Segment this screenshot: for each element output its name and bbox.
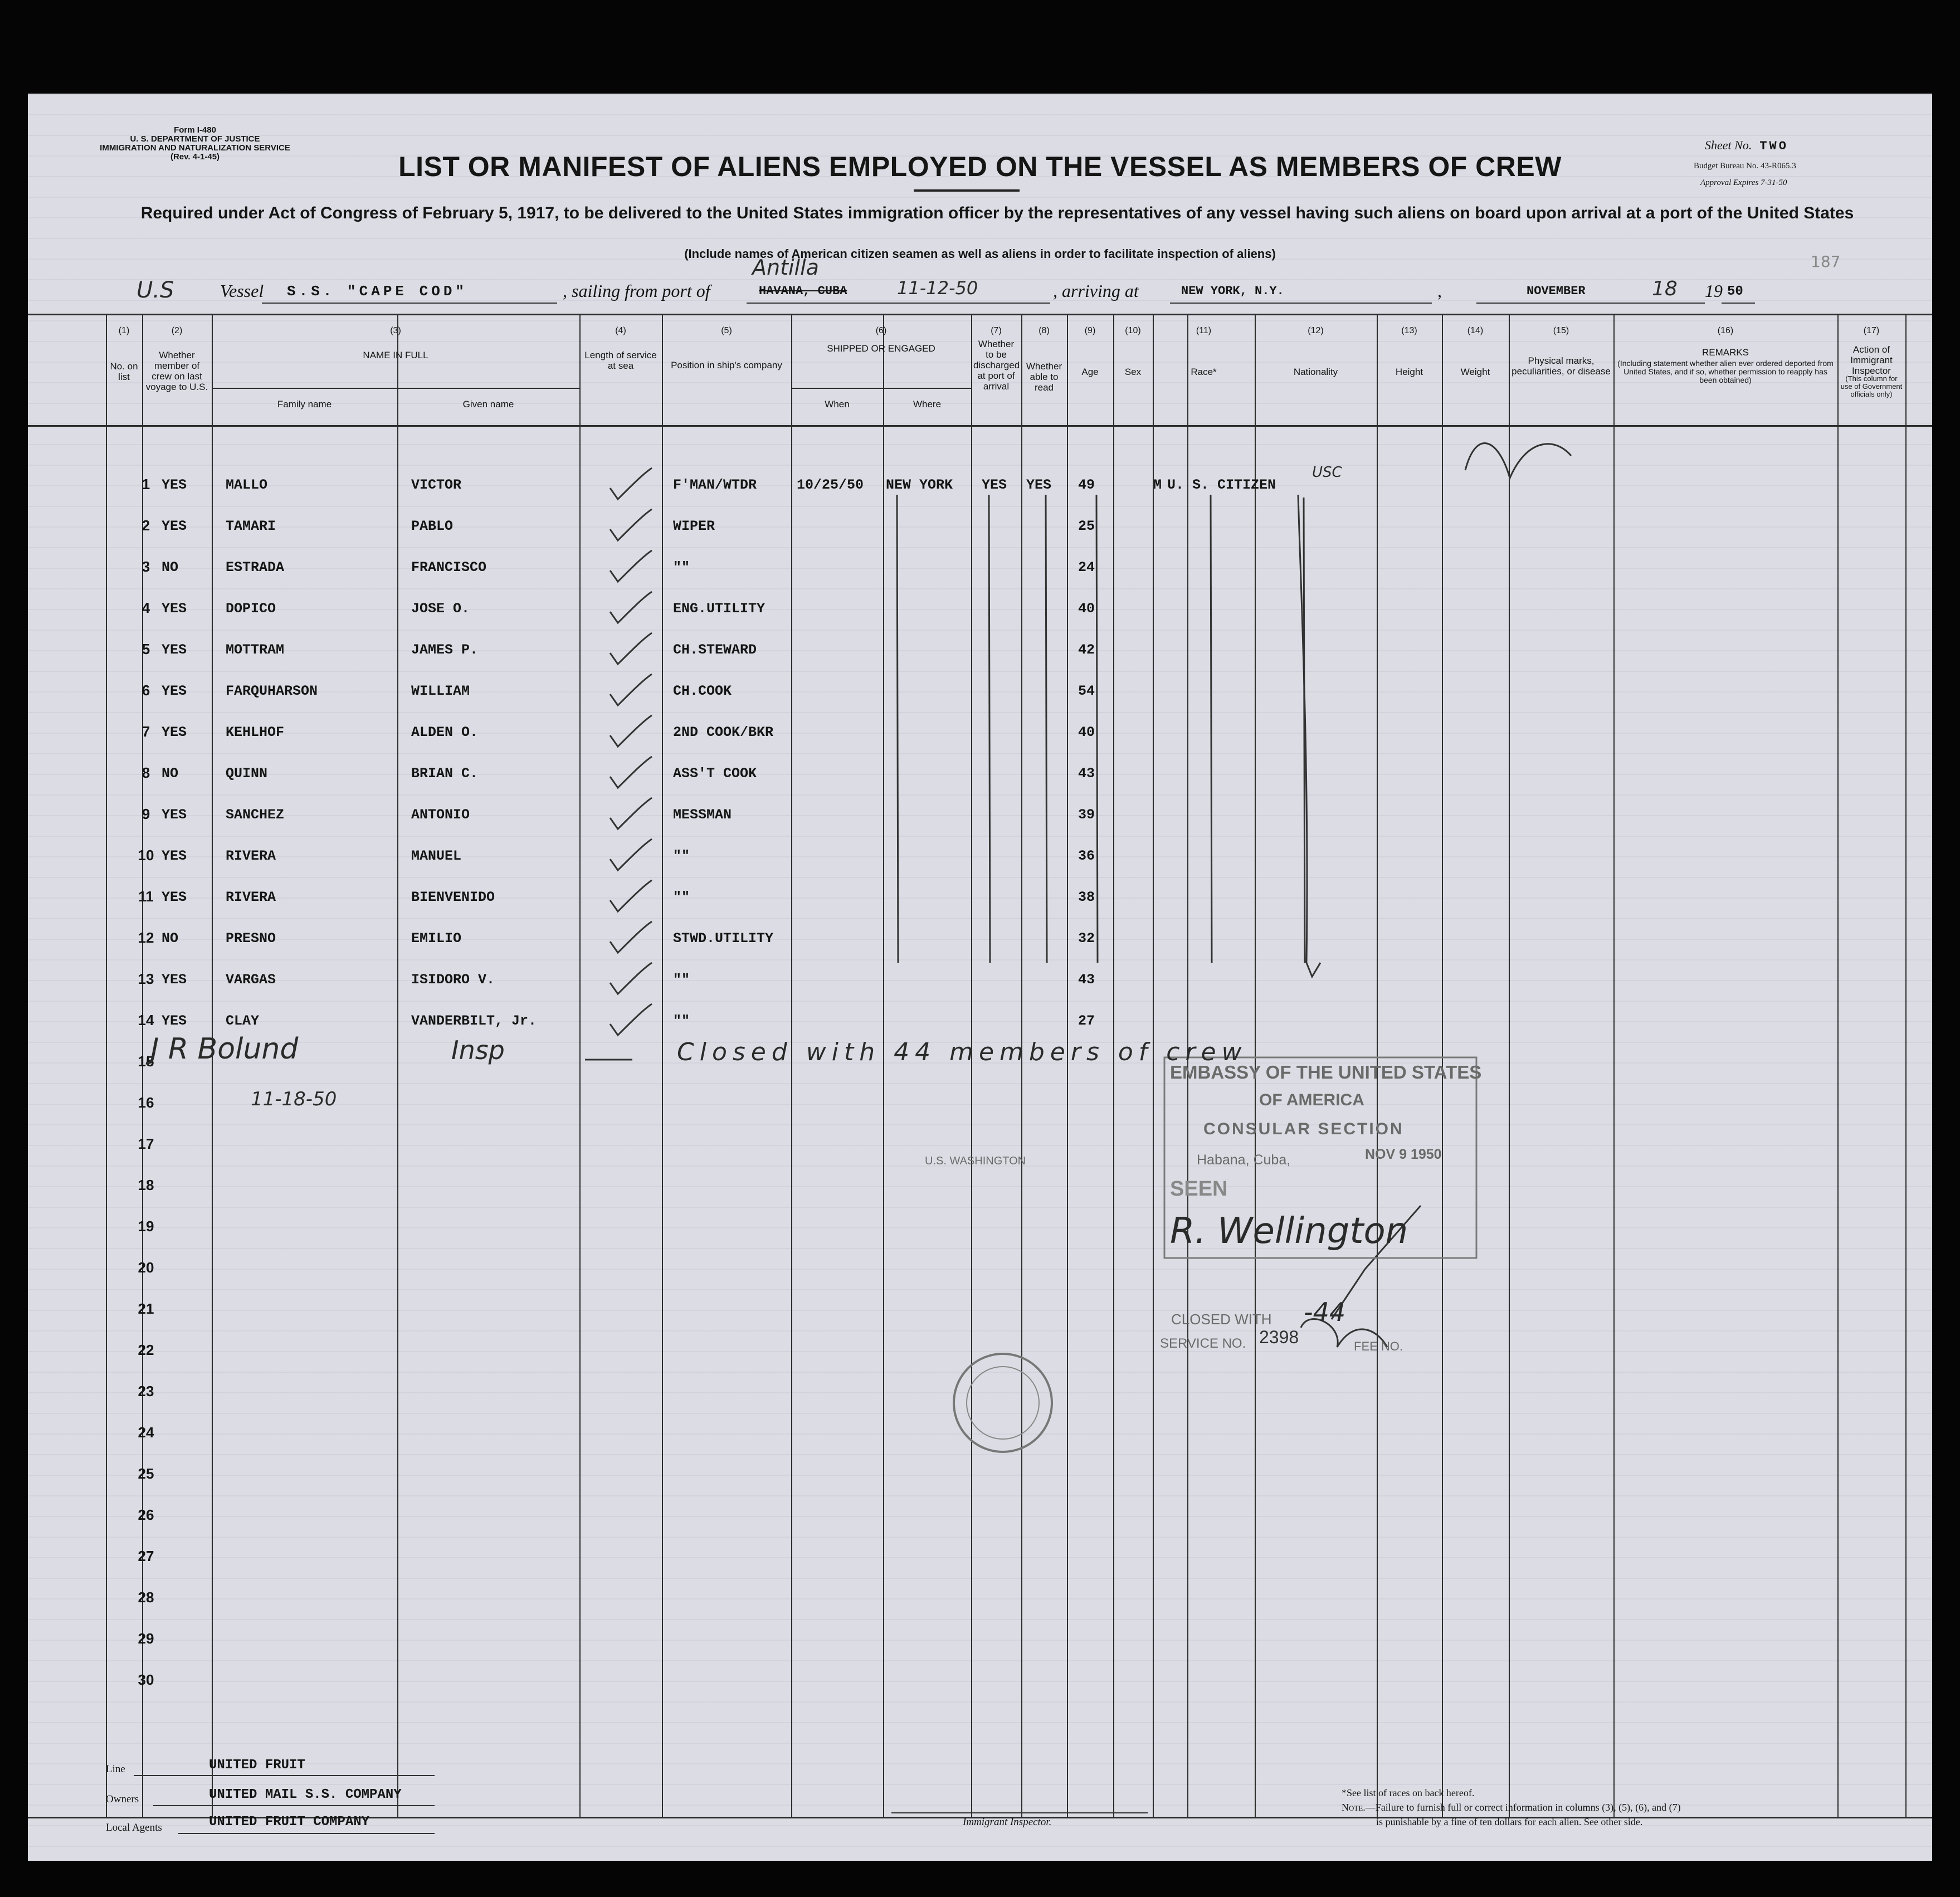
header-when: When: [825, 399, 850, 409]
row-number: 21: [138, 1300, 154, 1317]
immigrant-inspector-label: Immigrant Inspector.: [963, 1816, 1052, 1828]
check-mark: [610, 674, 652, 705]
column-number: (11): [1196, 326, 1212, 335]
cell-last-voyage: YES: [162, 601, 187, 617]
cell-sex: M: [1153, 477, 1162, 493]
cell-family-name: MOTTRAM: [226, 642, 285, 658]
stamp-small-text: U.S. WASHINGTON: [925, 1155, 1026, 1167]
cell-last-voyage: YES: [162, 1013, 187, 1029]
check-mark: [610, 550, 652, 582]
stamp-embassy: EMBASSY OF THE UNITED STATES: [1170, 1062, 1482, 1082]
check-mark: [610, 468, 652, 499]
cell-last-voyage: YES: [162, 724, 187, 740]
include-note: (Include names of American citizen seamen as well as aliens in order to facilitate inspection of aliens): [684, 247, 1276, 261]
stamp-america: OF AMERICA: [1259, 1091, 1364, 1109]
header-height: Height: [1395, 367, 1423, 377]
cell-position: STWD.UTILITY: [673, 930, 774, 947]
header-no-on-list: No. on list: [110, 361, 138, 382]
cell-family-name: TAMARI: [226, 518, 276, 534]
budget-bureau-no: Budget Bureau No. 43-R065.3: [1694, 162, 1796, 170]
row-number: 6: [142, 682, 150, 699]
row-number: 8: [142, 764, 150, 781]
row-number: 9: [142, 806, 150, 822]
check-mark: [610, 757, 652, 788]
header-able-to-read: Whether able to read: [1026, 361, 1062, 393]
cell-last-voyage: YES: [162, 477, 187, 493]
inspector-signature: J R Bolund: [150, 1032, 299, 1066]
closing-note: Closed with 44 members of crew: [677, 1038, 1247, 1066]
header-race: Race*: [1191, 367, 1217, 377]
cell-given-name: ALDEN O.: [411, 724, 479, 740]
note-label: Note.: [1342, 1802, 1366, 1813]
cell-position: "": [673, 889, 690, 905]
column-number: (14): [1467, 326, 1484, 335]
check-mark: [610, 921, 652, 953]
cell-last-voyage: NO: [162, 930, 179, 947]
stamp-service-no: SERVICE NO.: [1160, 1336, 1246, 1351]
ditto-line-when: [897, 495, 898, 963]
row-number: 2: [142, 517, 150, 534]
cell-age: 43: [1078, 972, 1095, 988]
arrival-year-suffix: 50: [1727, 284, 1743, 299]
cell-given-name: ANTONIO: [411, 807, 470, 823]
cell-age: 27: [1078, 1013, 1095, 1029]
stamp-closed: CLOSED WITH: [1171, 1311, 1272, 1328]
cell-last-voyage: YES: [162, 518, 187, 534]
arrival-year-prefix: 19: [1705, 281, 1723, 301]
header-to-be-discharged: Whether to be discharged at port of arrival: [973, 339, 1020, 392]
cell-given-name: ISIDORO V.: [411, 972, 495, 988]
row-number: 26: [138, 1506, 154, 1523]
row-number: 24: [138, 1424, 154, 1441]
header-physical-marks: Physical marks, peculiarities, or disease: [1512, 355, 1611, 377]
cell-position: MESSMAN: [673, 807, 732, 823]
cell-family-name: CLAY: [226, 1013, 260, 1029]
row-number: 18: [138, 1177, 154, 1193]
agents-value: UNITED FRUIT COMPANY: [209, 1815, 370, 1830]
ditto-line-read: [1096, 495, 1098, 963]
cell-age: 49: [1078, 477, 1095, 493]
row-number: 20: [138, 1259, 154, 1276]
cell-position: CH.COOK: [673, 683, 732, 699]
crew-count-note: -44: [1304, 1297, 1346, 1327]
cell-family-name: PRESNO: [226, 930, 276, 947]
inspector-title: Insp: [451, 1035, 505, 1065]
check-mark: [610, 509, 652, 540]
row-number: 13: [138, 971, 154, 987]
stamp-number: 2398: [1259, 1327, 1299, 1347]
citizen-mark: USC: [1312, 464, 1342, 481]
cell-age: 40: [1078, 601, 1095, 617]
arrival-day: 18: [1652, 277, 1678, 300]
header-length-of-service: Length of service at sea: [584, 350, 657, 371]
cell-able-to-read: YES: [1026, 477, 1052, 493]
row-number: 19: [138, 1218, 154, 1235]
cell-position: CH.STEWARD: [673, 642, 757, 658]
handwriting-layer: [28, 94, 1932, 1861]
row-number: 23: [138, 1383, 154, 1399]
header-age: Age: [1081, 367, 1099, 377]
column-number: (12): [1308, 326, 1324, 335]
row-number: 7: [142, 723, 150, 740]
header-where: Where: [913, 399, 942, 409]
header-last-voyage: Whether member of crew on last voyage to U.S.: [145, 350, 208, 392]
cell-last-voyage: YES: [162, 807, 187, 823]
vessel-label: Vessel: [220, 281, 264, 301]
column-number: (13): [1401, 326, 1417, 335]
check-mark: [610, 1004, 652, 1035]
service-name: IMMIGRATION AND NATURALIZATION SERVICE: [100, 143, 290, 153]
cell-position: F'MAN/WTDR: [673, 477, 757, 493]
ditto-line-where: [989, 495, 990, 963]
row-number: 11: [138, 888, 154, 905]
cell-given-name: VICTOR: [411, 477, 462, 493]
column-number: (9): [1084, 326, 1096, 335]
annotation-strokes: [585, 443, 1571, 1347]
line-value: UNITED FRUIT: [209, 1758, 305, 1773]
column-number: (7): [991, 326, 1002, 335]
header-weight: Weight: [1460, 367, 1490, 377]
column-number: (16): [1717, 326, 1734, 335]
cell-age: 32: [1078, 930, 1095, 947]
cell-position: WIPER: [673, 518, 715, 534]
handwritten-mark-check: [1465, 443, 1571, 478]
header-inspector-action-detail: (This column for use of Government officials only): [1840, 374, 1903, 398]
arrival-port: NEW YORK, N.Y.: [1181, 284, 1284, 298]
cell-family-name: RIVERA: [226, 889, 276, 905]
cell-family-name: MALLO: [226, 477, 268, 493]
line-label: Line: [106, 1763, 125, 1775]
cell-last-voyage: NO: [162, 765, 179, 782]
check-marks: [610, 468, 652, 1035]
cell-given-name: WILLIAM: [411, 683, 470, 699]
cell-last-voyage: NO: [162, 559, 179, 576]
row-number: 29: [138, 1630, 154, 1647]
row-number: 10: [138, 847, 154, 864]
column-number: (5): [721, 326, 732, 335]
note-text: —Failure to furnish full or correct information in columns (3), (5), (6), and (7): [1365, 1802, 1681, 1813]
header-sex: Sex: [1124, 367, 1142, 377]
stamp-consular-section: CONSULAR SECTION: [1203, 1120, 1404, 1138]
cell-last-voyage: YES: [162, 642, 187, 658]
cell-age: 54: [1078, 683, 1095, 699]
departure-port-typed: HAVANA, CUBA: [759, 284, 847, 298]
row-number: 22: [138, 1342, 154, 1358]
inspector-date: 11-18-50: [251, 1088, 337, 1110]
header-remarks-detail: (Including statement whether alien ever ordered deported from United States, and if so, whether permission to reapply has been obtained): [1617, 359, 1834, 384]
cell-discharged: YES: [982, 477, 1007, 493]
header-inspector-action: Action of Immigrant Inspector: [1850, 344, 1893, 376]
ditto-line-race: [1304, 498, 1305, 963]
cell-family-name: QUINN: [226, 765, 268, 782]
cell-age: 39: [1078, 807, 1095, 823]
cell-position: "": [673, 559, 690, 576]
note-text-2: is punishable by a fine of ten dollars for each alien. See other side.: [1376, 1816, 1643, 1827]
column-number: (4): [615, 326, 626, 335]
header-position: Position in ship's company: [671, 360, 782, 370]
cell-family-name: VARGAS: [226, 972, 276, 988]
owners-label: Owners: [106, 1793, 139, 1805]
cell-last-voyage: YES: [162, 889, 187, 905]
departure-port-handwritten: Antilla: [752, 255, 819, 280]
cell-given-name: EMILIO: [411, 930, 462, 947]
check-mark: [610, 633, 652, 664]
vessel-prefix-handwritten: U.S: [136, 277, 174, 303]
row-number: 30: [138, 1671, 154, 1688]
page-number: 187: [1811, 252, 1841, 271]
department-name: U. S. DEPARTMENT OF JUSTICE: [130, 134, 260, 144]
cell-given-name: VANDERBILT, Jr.: [411, 1013, 537, 1029]
stamp-city: Habana, Cuba,: [1197, 1152, 1291, 1168]
row-number: 14: [138, 1012, 154, 1028]
races-note: *See list of races on back hereof.: [1342, 1787, 1475, 1798]
consular-signature: R. Wellington: [1170, 1211, 1408, 1252]
cell-position: 2ND COOK/BKR: [673, 724, 774, 740]
row-number: 1: [142, 476, 150, 492]
row-number: 25: [138, 1465, 154, 1482]
page-title: LIST OR MANIFEST OF ALIENS EMPLOYED ON THE VESSEL AS MEMBERS OF CREW: [398, 151, 1562, 182]
check-mark: [610, 798, 652, 829]
row-number: 17: [138, 1135, 154, 1152]
cell-where: NEW YORK: [886, 477, 953, 493]
cell-age: 40: [1078, 724, 1095, 740]
column-number: (17): [1863, 326, 1880, 335]
row-number: 3: [142, 558, 150, 575]
row-number: 15: [138, 1053, 154, 1070]
cell-position: "": [673, 1013, 690, 1029]
sheet-value: TWO: [1759, 139, 1788, 153]
sailing-label: , sailing from port of: [563, 281, 710, 301]
stamp-seen: SEEN: [1170, 1177, 1228, 1201]
cell-position: "": [673, 972, 690, 988]
cell-age: 36: [1078, 848, 1095, 864]
column-number: (2): [171, 326, 183, 335]
vessel-line: U.S Vessel S.S. "CAPE COD" , sailing from port of HAVANA, CUBA Antilla 11-12-50 , arriving at NEW YORK, N.Y. , NOVEMBER 18 19 50: [136, 255, 1743, 303]
departure-date-handwritten: 11-12-50: [897, 277, 978, 299]
header-name-in-full: NAME IN FULL: [363, 350, 428, 360]
owners-value: UNITED MAIL S.S. COMPANY: [209, 1787, 402, 1802]
arriving-label: , arriving at: [1053, 281, 1139, 301]
subtitle: Required under Act of Congress of February 5, 1917, to be delivered to the United States immigration officer by the representatives of any vessel having such aliens on board upon arrival at a port of the United States: [140, 204, 1854, 222]
cell-age: 24: [1078, 559, 1095, 576]
cell-race: U. S. CITIZEN: [1167, 477, 1276, 493]
column-number: (15): [1553, 326, 1569, 335]
column-number: (6): [875, 326, 887, 335]
row-number: 16: [138, 1094, 154, 1111]
cell-last-voyage: YES: [162, 683, 187, 699]
header-nationality: Nationality: [1293, 367, 1338, 377]
cell-family-name: SANCHEZ: [226, 807, 285, 823]
column-number: (10): [1125, 326, 1141, 335]
header-family-name: Family name: [277, 399, 332, 409]
cell-given-name: JAMES P.: [411, 642, 479, 658]
row-number: 28: [138, 1589, 154, 1606]
column-number: (1): [118, 326, 130, 335]
cell-last-voyage: YES: [162, 848, 187, 864]
column-number: (3): [390, 326, 401, 335]
sheet-label: Sheet No.: [1705, 138, 1752, 152]
stamp-fee-no: FEE NO.: [1354, 1339, 1403, 1353]
cell-age: 38: [1078, 889, 1095, 905]
check-mark: [610, 592, 652, 623]
cell-position: ENG.UTILITY: [673, 601, 766, 617]
agents-label: Local Agents: [106, 1822, 162, 1833]
stamp-date: NOV 9 1950: [1365, 1147, 1442, 1162]
check-mark: [610, 963, 652, 994]
cell-age: 43: [1078, 765, 1095, 782]
cell-given-name: BIENVENIDO: [411, 889, 495, 905]
cell-family-name: DOPICO: [226, 601, 276, 617]
check-mark: [610, 880, 652, 911]
cell-position: ASS'T COOK: [673, 765, 757, 782]
cell-when: 10/25/50: [797, 477, 864, 493]
cell-given-name: PABLO: [411, 518, 454, 534]
ditto-line-sex: [1211, 495, 1212, 963]
cell-given-name: JOSE O.: [411, 601, 470, 617]
arrival-month: NOVEMBER: [1527, 284, 1586, 298]
ditto-arrow-line: [1298, 495, 1320, 977]
header-given-name: Given name: [462, 399, 514, 409]
cell-age: 42: [1078, 642, 1095, 658]
vessel-name: S.S. "CAPE COD": [287, 283, 468, 300]
cell-given-name: FRANCISCO: [411, 559, 487, 576]
row-number: 4: [142, 599, 150, 616]
check-mark: [610, 715, 652, 747]
cell-family-name: RIVERA: [226, 848, 276, 864]
cell-given-name: MANUEL: [411, 848, 462, 864]
column-number: (8): [1038, 326, 1050, 335]
cell-family-name: KEHLHOF: [226, 724, 285, 740]
approval-expires: Approval Expires 7-31-50: [1700, 178, 1787, 187]
row-number: 27: [138, 1548, 154, 1564]
circular-seal: [954, 1354, 1052, 1452]
row-number: 12: [138, 929, 154, 946]
header-remarks: REMARKS: [1701, 347, 1749, 358]
form-revision: (Rev. 4-1-45): [170, 152, 220, 162]
cell-family-name: FARQUHARSON: [226, 683, 318, 699]
ditto-line-discharged: [1046, 495, 1047, 963]
row-number: 5: [142, 641, 150, 657]
manifest-sheet: [28, 94, 1932, 1861]
cell-age: 25: [1078, 518, 1095, 534]
cell-family-name: ESTRADA: [226, 559, 285, 576]
form-number: Form I-480: [174, 125, 216, 135]
cell-last-voyage: YES: [162, 972, 187, 988]
cell-given-name: BRIAN C.: [411, 765, 479, 782]
check-mark: [610, 839, 652, 870]
header-shipped-engaged: SHIPPED OR ENGAGED: [827, 343, 935, 354]
cell-position: "": [673, 848, 690, 864]
